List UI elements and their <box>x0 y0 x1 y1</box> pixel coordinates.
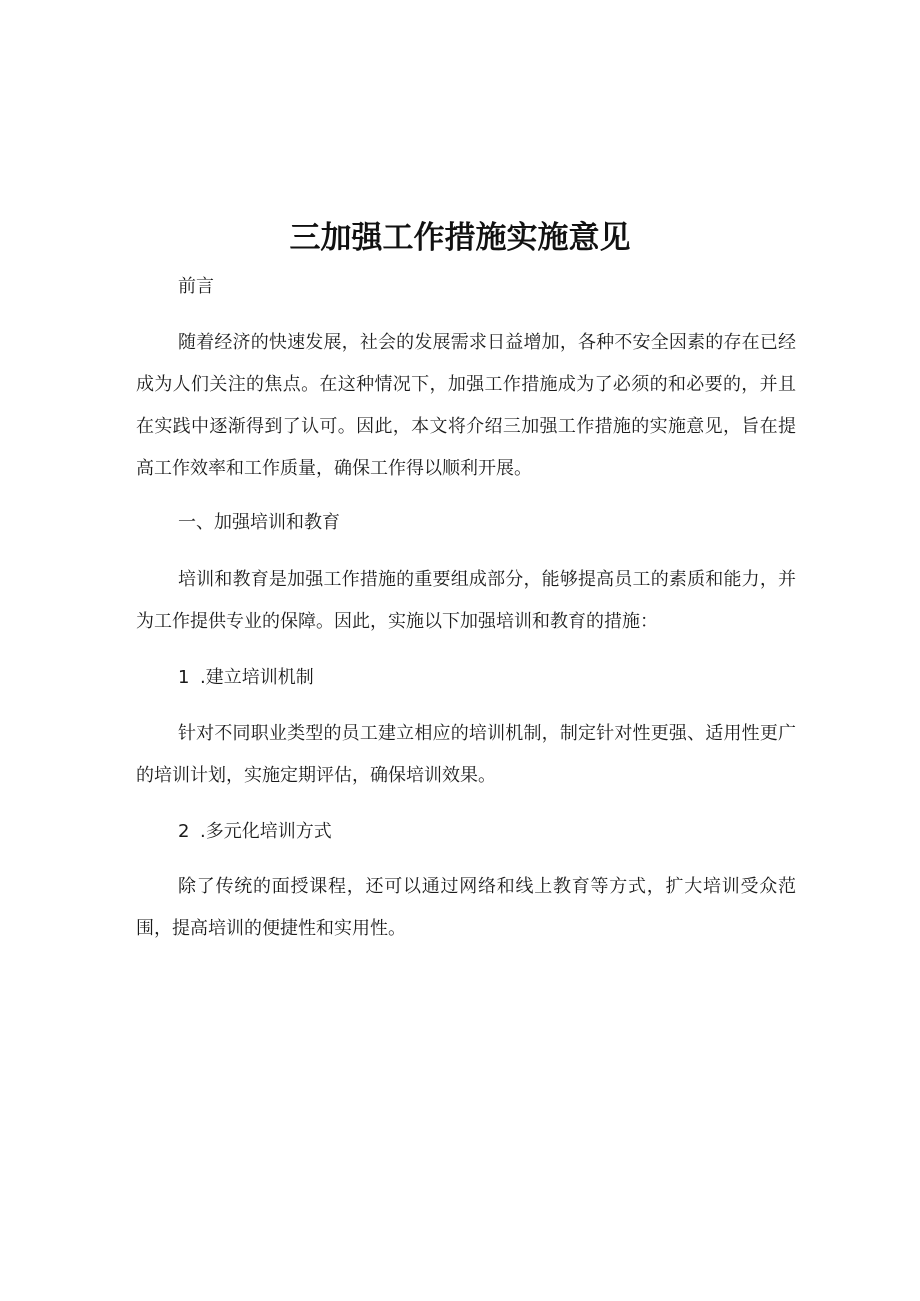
section1-heading: 一、加强培训和教育 <box>178 512 340 533</box>
item2-paragraph: 除了传统的面授课程，还可以通过网络和线上教育等方式，扩大培训受众范围，提高培训的便捷性和实用性。 <box>136 876 796 939</box>
preface-heading: 前言 <box>178 276 214 297</box>
item1-heading-text: .建立培训机制 <box>200 667 314 688</box>
item1-paragraph: 针对不同职业类型的员工建立相应的培训机制，制定针对性更强、适用性更广的培训计划，实施定期评估，确保培训效果。 <box>136 723 796 786</box>
document-title: 三加强工作措施实施意见 <box>289 220 631 256</box>
item1-number: 1 <box>178 667 190 688</box>
section1-paragraph: 培训和教育是加强工作措施的重要组成部分，能够提高员工的素质和能力，并为工作提供专业的保障。因此，实施以下加强培训和教育的措施： <box>136 569 796 632</box>
item2-heading <box>178 818 332 846</box>
item2-number: 2 <box>178 821 190 842</box>
item1-heading <box>178 664 314 692</box>
item2-heading-text: .多元化培训方式 <box>200 821 332 842</box>
preface-paragraph: 随着经济的快速发展，社会的发展需求日益增加，各种不安全因素的存在已经成为人们关注的焦点。在这种情况下，加强工作措施成为了必须的和必要的，并且在实践中逐渐得到了认可。因此，本文将介绍三加强工作措施的实施意见，旨在提高工作效率和工作质量，确保工作得以顺利开展。 <box>136 332 796 479</box>
